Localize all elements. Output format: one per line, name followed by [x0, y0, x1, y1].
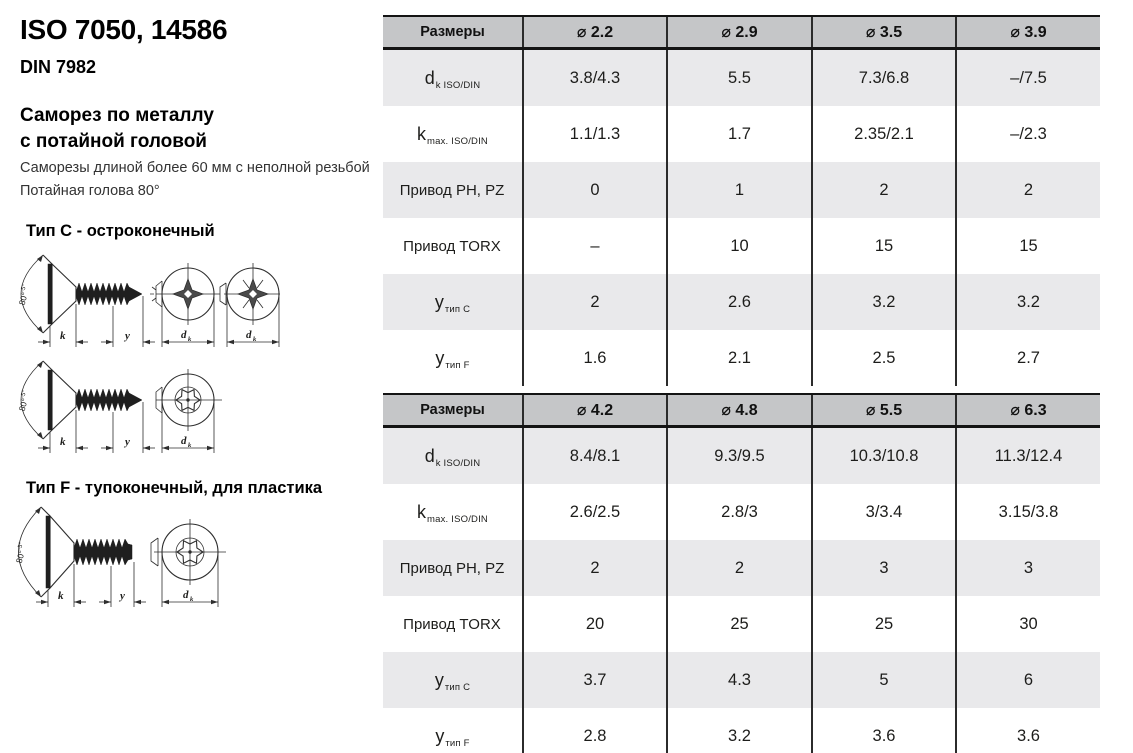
- product-name-line2: с потайной головой: [20, 131, 207, 152]
- svg-text:k: k: [253, 336, 257, 343]
- value-cell: 4.3: [667, 652, 812, 708]
- value-cell: 3: [956, 540, 1100, 596]
- value-cell: 0: [523, 162, 667, 218]
- k-dimension-label: k: [60, 330, 66, 342]
- value-cell: 7.3/6.8: [812, 49, 956, 107]
- col-header-diameter: ⌀ 3.9: [956, 16, 1100, 49]
- product-description: [20, 157, 370, 202]
- col-header-diameter: ⌀ 5.5: [812, 394, 956, 427]
- col-header-diameter: ⌀ 3.5: [812, 16, 956, 49]
- value-cell: 11.3/12.4: [956, 427, 1100, 485]
- value-cell: 3.6: [956, 708, 1100, 753]
- threaded-shank: [76, 283, 142, 305]
- pz-head-view: [220, 263, 280, 347]
- value-cell: 3.7: [523, 652, 667, 708]
- value-cell: –/7.5: [956, 49, 1100, 107]
- table-row-y-type-c: [383, 652, 1100, 708]
- value-cell: 2: [523, 274, 667, 330]
- table-row-drive-ph-pz: [383, 162, 1100, 218]
- value-cell: 2: [812, 162, 956, 218]
- value-cell: 25: [812, 596, 956, 652]
- row-label: Привод TORX: [403, 237, 501, 255]
- svg-text:k: k: [188, 442, 192, 449]
- table-row-y-type-f: [383, 330, 1100, 386]
- screw-side-view: [17, 255, 155, 347]
- table-row-dk: [383, 49, 1100, 107]
- type-c-torx-drawing: [12, 356, 232, 456]
- value-cell: –: [523, 218, 667, 274]
- value-cell: 3.2: [667, 708, 812, 753]
- ph-head-view: [150, 263, 220, 347]
- row-label: $y_{тип F}$: [435, 347, 470, 371]
- description-line1: Саморезы длиной более 60 мм с неполной резьбой: [20, 160, 370, 176]
- svg-text:d: d: [183, 589, 189, 601]
- screw-side-view: [17, 361, 155, 453]
- value-cell: 20: [523, 596, 667, 652]
- header-row: [383, 394, 1100, 427]
- product-name-line1: Саморез по металлу: [20, 105, 214, 126]
- table-row-kmax: [383, 484, 1100, 540]
- value-cell: 30: [956, 596, 1100, 652]
- description-line2: Потайная голова 80°: [20, 182, 160, 199]
- value-cell: 2.1: [667, 330, 812, 386]
- svg-text:80°-5°: 80°$^{-5^\circ}$: [16, 389, 30, 413]
- value-cell: 15: [812, 218, 956, 274]
- row-label: $k_{max. ISO/DIN}$: [417, 501, 488, 525]
- row-label: Привод PH, PZ: [383, 540, 523, 596]
- table-row-drive-torx: [383, 218, 1100, 274]
- table-row-drive-torx: [383, 596, 1100, 652]
- y-dimension-label: y: [125, 330, 130, 342]
- value-cell: –/2.3: [956, 106, 1100, 162]
- col-header-diameter: ⌀ 4.8: [667, 394, 812, 427]
- torx-head-view: [156, 369, 222, 453]
- value-cell: 2.8/3: [667, 484, 812, 540]
- value-cell: 1.6: [523, 330, 667, 386]
- value-cell: 25: [667, 596, 812, 652]
- value-cell: 3/3.4: [812, 484, 956, 540]
- row-label: $d_{k ISO/DIN}$: [383, 427, 523, 485]
- value-cell: 2.8: [523, 708, 667, 753]
- page-title: ISO 7050, 14586: [20, 14, 228, 45]
- value-cell: 2: [523, 540, 667, 596]
- screw-side-view: [14, 507, 146, 607]
- svg-text:y: y: [120, 590, 125, 602]
- row-label: Привод TORX: [403, 615, 501, 633]
- svg-text:d: d: [246, 329, 252, 341]
- value-cell: 2.5: [812, 330, 956, 386]
- svg-text:d: d: [181, 435, 187, 447]
- threaded-shank-blunt: [74, 539, 132, 565]
- svg-text:80°-5°: 80°$^{-5^\circ}$: [13, 541, 27, 565]
- value-cell: 3.15/3.8: [956, 484, 1100, 540]
- value-cell: 2: [667, 540, 812, 596]
- torx-head-view: [151, 519, 226, 607]
- standard-number: DIN 7982: [20, 57, 97, 77]
- col-header-sizes: Размеры: [383, 394, 523, 427]
- value-cell: 2.7: [956, 330, 1100, 386]
- table-row-y-type-f: [383, 708, 1100, 753]
- value-cell: 3.8/4.3: [523, 49, 667, 107]
- header-row: [383, 16, 1100, 49]
- dimensions-table-1: [383, 15, 1100, 386]
- value-cell: 5.5: [667, 49, 812, 107]
- value-cell: 2.35/2.1: [812, 106, 956, 162]
- dk-dimension-label: d: [181, 329, 187, 341]
- value-cell: 1.7: [667, 106, 812, 162]
- value-cell: 8.4/8.1: [523, 427, 667, 485]
- value-cell: 3.2: [812, 274, 956, 330]
- value-cell: 15: [956, 218, 1100, 274]
- table-row-dk: [383, 427, 1100, 485]
- svg-text:k: k: [188, 336, 192, 343]
- value-cell: 10.3/10.8: [812, 427, 956, 485]
- col-header-diameter: ⌀ 2.2: [523, 16, 667, 49]
- row-label: $k_{max. ISO/DIN}$: [417, 123, 488, 147]
- type-c-heading: Тип C - остроконечный: [26, 222, 215, 240]
- svg-text:y: y: [125, 436, 130, 448]
- value-cell: 3: [812, 540, 956, 596]
- col-header-diameter: ⌀ 6.3: [956, 394, 1100, 427]
- row-label: $y_{тип C}$: [383, 652, 523, 708]
- value-cell: 1: [667, 162, 812, 218]
- col-header-diameter: ⌀ 4.2: [523, 394, 667, 427]
- table-row-drive-ph-pz: [383, 540, 1100, 596]
- value-cell: 2: [956, 162, 1100, 218]
- value-cell: 9.3/9.5: [667, 427, 812, 485]
- value-cell: 2.6/2.5: [523, 484, 667, 540]
- svg-text:k: k: [60, 436, 66, 448]
- value-cell: 6: [956, 652, 1100, 708]
- value-cell: 5: [812, 652, 956, 708]
- type-f-torx-drawing: [8, 504, 238, 614]
- table-row-kmax: [383, 106, 1100, 162]
- row-label: Привод PH, PZ: [383, 162, 523, 218]
- dimensions-table-2: [383, 393, 1100, 753]
- row-label: $d_{k ISO/DIN}$: [383, 49, 523, 107]
- type-c-ph-pz-drawing: [12, 250, 282, 350]
- value-cell: 10: [667, 218, 812, 274]
- table-row-y-type-c: [383, 274, 1100, 330]
- head-angle-label: 80°$^{-5^\circ}$: [16, 283, 30, 307]
- product-name: [20, 103, 214, 155]
- col-header-sizes: Размеры: [383, 16, 523, 49]
- row-label: $y_{тип F}$: [435, 725, 470, 749]
- value-cell: 2.6: [667, 274, 812, 330]
- value-cell: 1.1/1.3: [523, 106, 667, 162]
- svg-text:k: k: [58, 590, 64, 602]
- threaded-shank: [76, 389, 142, 411]
- head-face: [48, 264, 52, 324]
- row-label: $y_{тип C}$: [383, 274, 523, 330]
- type-f-heading: Тип F - тупоконечный, для пластика: [26, 479, 323, 497]
- value-cell: 3.2: [956, 274, 1100, 330]
- svg-text:k: k: [190, 596, 194, 603]
- value-cell: 3.6: [812, 708, 956, 753]
- col-header-diameter: ⌀ 2.9: [667, 16, 812, 49]
